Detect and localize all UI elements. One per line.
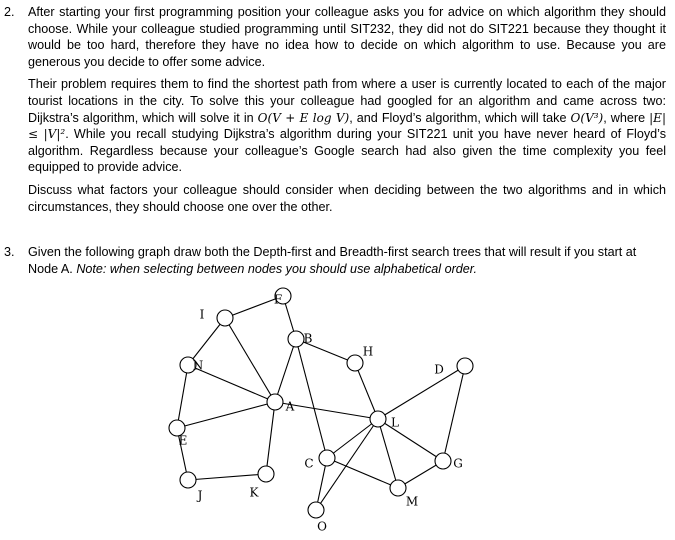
node-k <box>258 466 274 482</box>
node-label-l: L <box>391 415 399 430</box>
node-label-d: D <box>434 362 444 377</box>
node-label-o: O <box>317 519 327 532</box>
edge-j-k <box>188 474 266 480</box>
node-label-c: C <box>304 456 314 471</box>
edge-l-g <box>378 419 443 461</box>
node-label-f: F <box>273 292 283 307</box>
math-expression: O(V³) <box>570 110 604 125</box>
paragraph: Discuss what factors your colleague should consider when deciding between the two algorithms and in which circumstances, they should choose one over the other. <box>28 182 666 214</box>
node-label-i: I <box>199 307 205 322</box>
question-body <box>28 244 666 277</box>
node-m <box>390 480 406 496</box>
node-label-n: N <box>192 358 204 373</box>
node-c <box>319 450 335 466</box>
edge-h-l <box>355 363 378 419</box>
edge-n-e <box>177 365 188 428</box>
node-label-b: B <box>303 331 313 346</box>
paragraph <box>28 76 666 176</box>
node-d <box>457 358 473 374</box>
question-number: 2. <box>4 5 15 19</box>
edge-b-c <box>296 339 327 458</box>
question-body <box>28 4 666 215</box>
edge-i-a <box>225 318 275 402</box>
paragraph <box>28 244 666 277</box>
node-o <box>308 502 324 518</box>
edge-d-g <box>443 366 465 461</box>
edge-b-a <box>275 339 296 402</box>
math-expression: |E| ≤ |V|² <box>28 110 666 142</box>
node-label-m: M <box>405 494 419 509</box>
node-i <box>217 310 233 326</box>
node-label-j: J <box>197 488 203 503</box>
paragraph: After starting your first programming position your colleague asks you for advice on which algorithm they should choose. While your colleague studied programming until SIT232, they did not do SIT221 because they thought it would be too hard, therefore they have no idea how to decide on which algorithm to use. Because you are generous you decide to offer some advice. <box>28 5 666 69</box>
note-text: Note: when selecting between nodes you should use alphabetical order. <box>76 261 478 276</box>
node-label-k: K <box>249 485 259 500</box>
node-j <box>180 472 196 488</box>
edge-e-a <box>177 402 275 428</box>
edge-a-k <box>266 402 275 474</box>
node-a <box>267 394 283 410</box>
graph-edges <box>177 296 465 510</box>
node-label-g: G <box>453 456 463 471</box>
node-g <box>435 453 451 469</box>
text-run: Given the following graph draw both the Depth-first and Breadth-first search trees that will result if you start at Node A. <box>28 245 637 276</box>
node-h <box>347 355 363 371</box>
node-label-h: H <box>362 344 374 359</box>
math-expression: O(V + E log V) <box>257 110 350 125</box>
edge-l-c <box>327 419 378 458</box>
text-run: , and Floyd’s algorithm, which will take <box>349 110 571 125</box>
node-l <box>370 411 386 427</box>
graph-diagram <box>150 282 490 532</box>
node-label-e: E <box>178 433 188 448</box>
node-label-a: A <box>285 399 295 414</box>
question-number: 3. <box>4 245 15 259</box>
text-run: . While you recall studying Dijkstra’s algorithm during your SIT221 unit you have never heard of Floyd’s algorithm. Regardless because your colleague’s Google search had also given the time complexity you feel equipped to provide advice. <box>28 127 666 175</box>
text-run: Their problem requires them to find the shortest path from where a user is currently located to each of the major tourist locations in the city. To solve this your colleague had googled for an algorithm and came across two: Dijkstra’s algorithm, which will solve it in <box>28 77 666 125</box>
edge-c-m <box>327 458 398 488</box>
edge-d-l <box>378 366 465 419</box>
node-b <box>288 331 304 347</box>
text-run: , where <box>603 110 650 125</box>
